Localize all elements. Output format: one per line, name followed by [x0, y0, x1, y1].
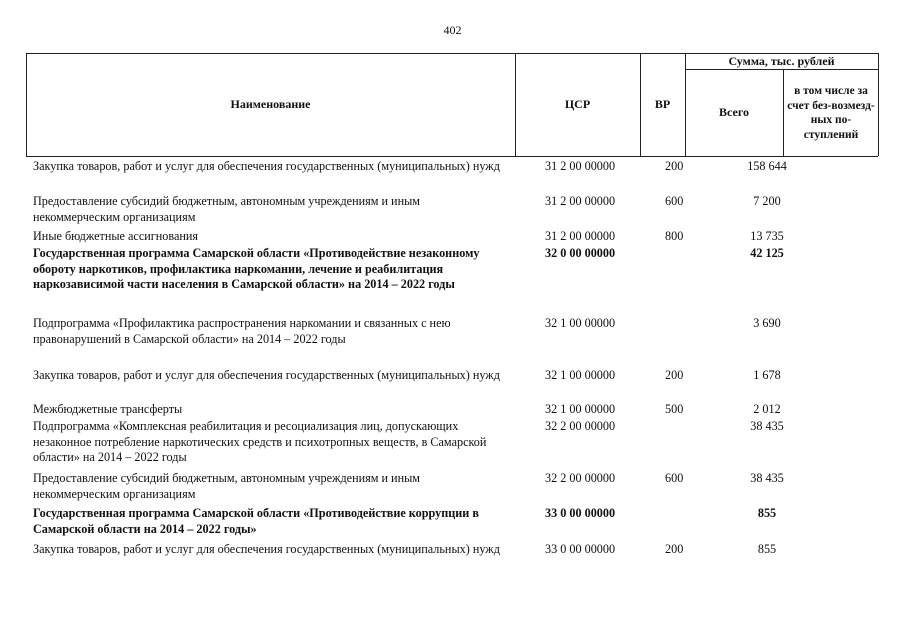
header-sum-group: Сумма, тыс. рублей	[728, 53, 835, 68]
row-total: 855	[757, 542, 777, 556]
row-name: Подпрограмма «Комплексная реабилитация и ресоциализация лиц, допускающих незаконное потребление наркотических средств и психотропных веществ, в Самарской области» на 2014 – 2022 годы	[33, 419, 487, 464]
row-name: Государственная программа Самарской области «Противодействие коррупции в Самарской области на 2014 – 2022 годы»	[33, 506, 479, 536]
row-csr: 31 2 00 00000	[545, 159, 616, 173]
row-total: 3 690	[753, 316, 781, 330]
row-vr: 800	[665, 229, 684, 243]
row-csr: 32 1 00 00000	[545, 316, 616, 330]
row-csr: 32 0 00 00000	[545, 246, 616, 260]
row-csr: 32 1 00 00000	[545, 368, 616, 382]
row-name: Предоставление субсидий бюджетным, автономным учреждениям и иным некоммерческим организациям	[33, 194, 420, 224]
row-total: 158 644	[747, 159, 787, 173]
row-name: Закупка товаров, работ и услуг для обеспечения государственных (муниципальных) нужд	[33, 542, 500, 556]
row-vr: 500	[665, 402, 684, 416]
row-csr: 33 0 00 00000	[545, 542, 616, 556]
row-vr: 200	[665, 368, 684, 382]
row-total: 38 435	[750, 419, 784, 433]
row-csr: 31 2 00 00000	[545, 229, 616, 243]
row-name: Межбюджетные трансферты	[33, 402, 183, 416]
row-total: 7 200	[753, 194, 781, 208]
header-right-border	[878, 53, 879, 156]
row-name: Предоставление субсидий бюджетным, автономным учреждениям и иным некоммерческим организациям	[33, 471, 420, 501]
row-total: 2 012	[753, 402, 781, 416]
header-vr: ВР	[654, 97, 671, 111]
row-csr: 32 2 00 00000	[545, 471, 616, 485]
col-divider-gratuitous	[783, 69, 784, 156]
row-name: Закупка товаров, работ и услуг для обеспечения государственных (муниципальных) нужд	[33, 368, 500, 382]
row-total: 42 125	[750, 246, 784, 260]
page-number: 402	[443, 23, 462, 37]
row-name: Государственная программа Самарской области «Противодействие незаконному обороту наркотиков, профилактика наркомании, лечение и реабилитация наркозависимой части населения в Самарской области» на 2014 – 2022 годы	[33, 246, 480, 291]
row-vr: 600	[665, 194, 684, 208]
row-csr: 33 0 00 00000	[545, 506, 616, 520]
row-total: 38 435	[750, 471, 784, 485]
row-csr: 32 2 00 00000	[545, 419, 616, 433]
row-total: 1 678	[753, 368, 781, 382]
row-csr: 32 1 00 00000	[545, 402, 616, 416]
row-total: 13 735	[750, 229, 784, 243]
row-total: 855	[757, 506, 777, 520]
header-total: Всего	[719, 105, 749, 119]
row-vr: 200	[665, 542, 684, 556]
header-bottom-border	[26, 156, 878, 157]
row-vr: 200	[665, 159, 684, 173]
header-gratuitous: в том числе за счет без-возмезд-ных по-ступлений	[787, 85, 875, 141]
row-vr: 600	[665, 471, 684, 485]
header-name: Наименование	[230, 97, 311, 111]
row-name: Подпрограмма «Профилактика распространения наркомании и связанных с нею правонарушений в Самарской области» на 2014 – 2022 годы	[33, 316, 451, 346]
row-csr: 31 2 00 00000	[545, 194, 616, 208]
row-name: Закупка товаров, работ и услуг для обеспечения государственных (муниципальных) нужд	[33, 159, 500, 173]
row-name: Иные бюджетные ассигнования	[33, 229, 199, 243]
header-csr: ЦСР	[564, 97, 591, 111]
